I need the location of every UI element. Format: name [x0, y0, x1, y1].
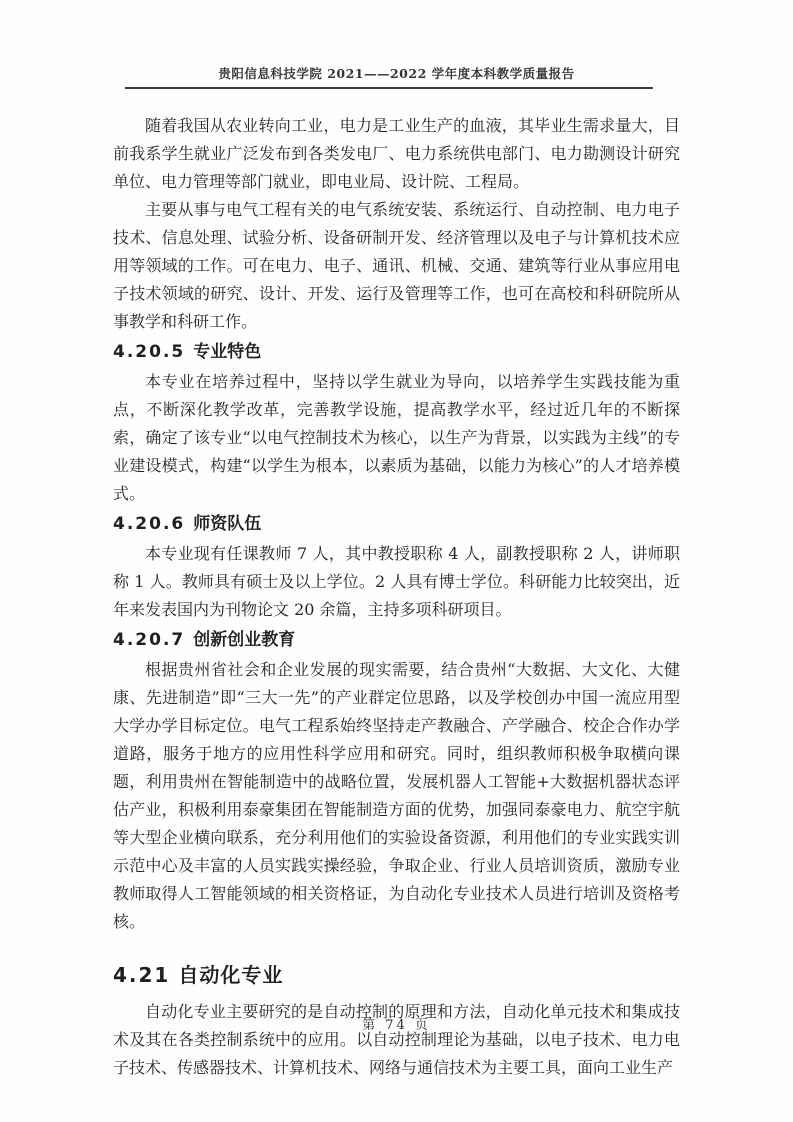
- section-title: 专业特色: [193, 342, 262, 362]
- page-number-label: 第 74 页: [362, 1018, 431, 1033]
- section-heading-4-20-7: [113, 627, 680, 653]
- paragraph-major-features: 本专业在培养过程中，坚持以学生就业为导向，以培养学生实践技能为重点，不断深化教学改革，完善教学设施，提高教学水平，经过近几年的不断探索，确定了该专业“以电气控制技术为核心，以生产为背景，以实践为主线”的专业建设模式，构建“以学生为根本，以素质为基础，以能力为核心”的人才培养模式。: [113, 372, 680, 503]
- section-heading-4-20-5: [113, 339, 680, 365]
- paragraph-career-fields: 主要从事与电气工程有关的电气系统安装、系统运行、自动控制、电力电子技术、信息处理、试验分析、设备研制开发、经济管理以及电子与计算机技术应用等领域的工作。可在电力、电子、通讯、机械、交通、建筑等行业从事应用电子技术领域的研究、设计、开发、运行及管理等工作，也可在高校和科研院所从事教学和科研工作。: [113, 200, 680, 331]
- chapter-number: 4.21: [113, 963, 171, 987]
- chapter-title: 自动化专业: [178, 963, 284, 987]
- chapter-heading-4-21: [113, 960, 680, 990]
- page-header-title: 贵阳信息科技学院 2021——2022 学年度本科教学质量报告: [218, 66, 575, 81]
- section-title: 师资队伍: [193, 514, 262, 534]
- section-title: 创新创业教育: [193, 630, 296, 650]
- document-body: [113, 112, 680, 1082]
- paragraph-innovation-education: 根据贵州省社会和企业发展的现实需要，结合贵州“大数据、大文化、大健康、先进制造”即“三大一先”的产业群定位思路，以及学校创办中国一流应用型大学办学目标定位。电气工程系始终坚持走产教融合、产学融合、校企合作办学道路，服务于地方的应用性科学应用和研究。同时，组织教师积极争取横向课题，利用贵州在智能制造中的战略位置，发展机器人工智能+大数据机器状态评估产业，积极利用泰豪集团在智能制造方面的优势，加强同泰豪电力、航空宇航等大型企业横向联系，充分利用他们的实验设备资源，利用他们的专业实践实训示范中心及丰富的人员实践实操经验，争取企业、行业人员培训资质，激励专业教师取得人工智能领域的相关资格证，为自动化专业技术人员进行培训及资格考核。: [113, 660, 680, 931]
- header-divider: [125, 87, 653, 89]
- section-number: 4.20.5: [113, 342, 186, 362]
- section-number: 4.20.7: [113, 630, 186, 650]
- paragraph-employment-overview: 随着我国从农业转向工业，电力是工业生产的血液，其毕业生需求量大，目前我系学生就业广泛发布到各类发电厂、电力系统供电部门、电力勘测设计研究单位、电力管理等部门就业，即电业局、设计院、工程局。: [113, 116, 680, 191]
- section-number: 4.20.6: [113, 514, 186, 534]
- paragraph-faculty-team: 本专业现有任课教师 7 人，其中教授职称 4 人，副教授职称 2 人，讲师职称 1 人。教师具有硕士及以上学位。2 人具有博士学位。科研能力比较突出，近年来发表国内为刊物论文 20 余篇，主持多项科研项目。: [113, 544, 680, 619]
- section-heading-4-20-6: [113, 511, 680, 537]
- paragraph-automation-major-intro: 自动化专业主要研究的是自动控制的原理和方法，自动化单元技术和集成技术及其在各类控制系统中的应用。以自动控制理论为基础，以电子技术、电力电子技术、传感器技术、计算机技术、网络与通信技术为主要工具，面向工业生产: [113, 1002, 680, 1077]
